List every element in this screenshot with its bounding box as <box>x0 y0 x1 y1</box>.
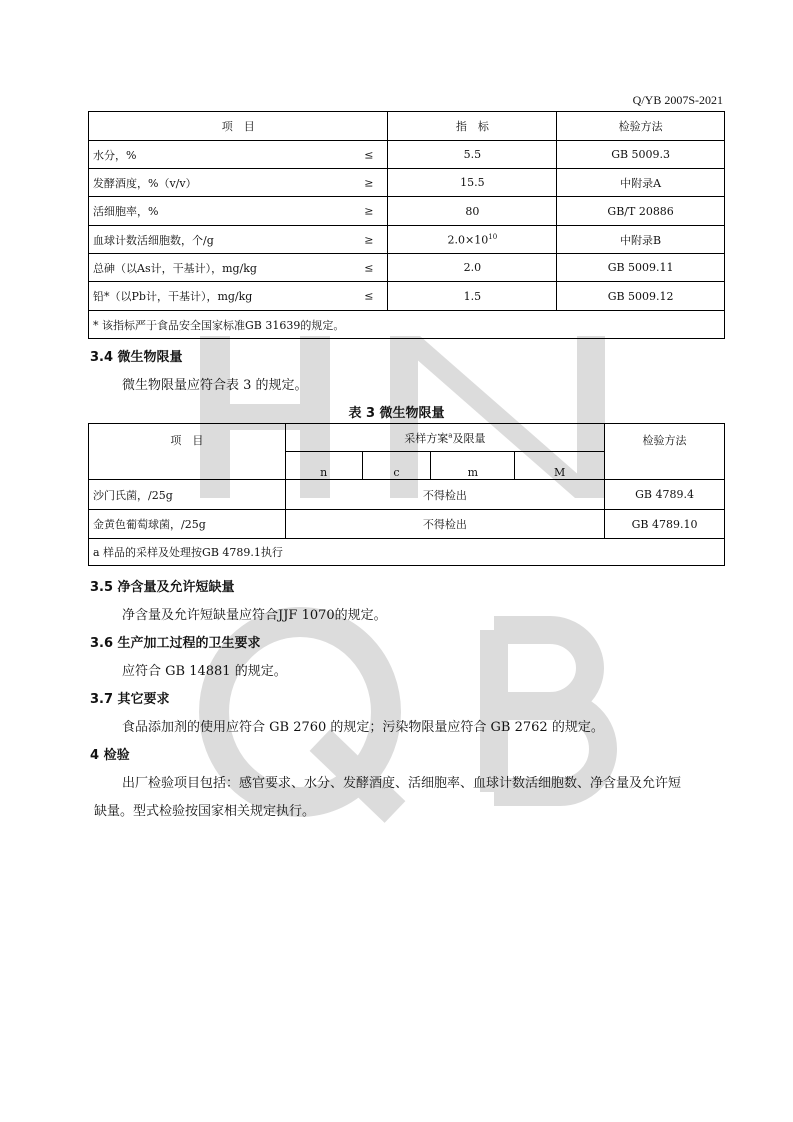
section-3-7-text: 食品添加剂的使用应符合 GB 2760 的规定；污染物限量应符合 GB 2762 的规定。 <box>122 720 604 735</box>
value: 1.5 <box>388 282 557 311</box>
sub-header: m <box>431 452 515 480</box>
value: 2.0 <box>388 254 557 282</box>
col-header: 检验方法 <box>557 112 725 141</box>
value-base: 2.0×10 <box>447 233 489 247</box>
method: GB 4789.10 <box>605 510 725 539</box>
section-3-6-text: 应符合 GB 14881 的规定。 <box>122 664 287 679</box>
method: GB 4789.4 <box>605 480 725 510</box>
comparison: ≤ <box>364 148 374 161</box>
table-row <box>89 480 725 510</box>
value: 15.5 <box>388 169 557 197</box>
sub-header: M <box>515 452 605 480</box>
item: 血球计数活细胞数，个/g <box>93 233 214 247</box>
plan-sup: a <box>448 430 453 439</box>
table-row <box>89 197 725 226</box>
comparison: ≤ <box>364 261 374 274</box>
method: GB 5009.3 <box>557 141 725 169</box>
section-3-4-title: 3.4 微生物限量 <box>90 350 183 365</box>
item: 总砷（以As计，干基计），mg/kg <box>93 261 257 275</box>
item: 金黄色葡萄球菌，/25g <box>89 510 286 539</box>
comparison: ≥ <box>364 233 374 246</box>
watermark-b <box>494 630 603 792</box>
comparison: ≥ <box>364 176 374 189</box>
document-code: Q/YB 2007S-2021 <box>632 93 723 107</box>
section-4-text-line1: 出厂检验项目包括：感官要求、水分、发酵酒度、活细胞率、血球计数活细胞数、净含量及允许短 <box>122 776 682 791</box>
value: 不得检出 <box>285 510 604 539</box>
table-3-caption: 表 3 微生物限量 <box>348 406 445 421</box>
col-header: 项 目 <box>89 112 388 141</box>
section-3-7-title: 3.7 其它要求 <box>90 692 170 707</box>
section-3-4-text: 微生物限量应符合表 3 的规定。 <box>122 378 308 393</box>
item: 铅*（以Pb计，干基计），mg/kg <box>93 290 253 303</box>
microbe-table <box>88 423 725 566</box>
item: 发酵酒度，%（v/v） <box>93 176 197 190</box>
comparison: ≥ <box>364 204 374 218</box>
section-4-title: 4 检验 <box>90 748 130 763</box>
table-row <box>89 510 725 539</box>
value: 80 <box>388 197 557 226</box>
value: 5.5 <box>388 141 557 169</box>
method: 中附录A <box>557 169 725 197</box>
table-row <box>89 169 725 197</box>
section-3-5-text: 净含量及允许短缺量应符合JJF 1070的规定。 <box>122 608 387 623</box>
table-row <box>89 254 725 282</box>
table-footnote: a 样品的采样及处理按GB 4789.1执行 <box>89 539 725 566</box>
table-row <box>89 141 725 169</box>
plan-label-tail: 及限量 <box>452 431 486 445</box>
comparison: ≤ <box>364 289 374 303</box>
col-header: 项 目 <box>89 424 286 480</box>
plan-label: 采样方案 <box>404 431 449 445</box>
item: 活细胞率，% <box>93 205 159 218</box>
method: 中附录B <box>557 226 725 254</box>
item: 水分，% <box>93 148 137 162</box>
section-3-6-title: 3.6 生产加工过程的卫生要求 <box>90 636 261 651</box>
table-row <box>89 226 725 254</box>
value-exponent: 10 <box>488 232 498 241</box>
table-footnote: * 该指标严于食品安全国家标准GB 31639的规定。 <box>89 311 725 339</box>
col-header: 检验方法 <box>605 424 725 480</box>
section-3-5-title: 3.5 净含量及允许短缺量 <box>90 580 235 595</box>
table-row <box>89 282 725 311</box>
sub-header: n <box>285 452 362 480</box>
method: GB 5009.11 <box>557 254 725 282</box>
col-header-plan <box>285 424 604 452</box>
section-4-text-line2: 缺量。型式检验按国家相关规定执行。 <box>94 804 316 819</box>
indicator-table <box>88 111 725 339</box>
method: GB 5009.12 <box>557 282 725 311</box>
method: GB/T 20886 <box>557 197 725 226</box>
value: 不得检出 <box>285 480 604 510</box>
sub-header: c <box>362 452 431 480</box>
item: 沙门氏菌，/25g <box>89 480 286 510</box>
col-header: 指 标 <box>388 112 557 141</box>
value <box>388 226 557 254</box>
